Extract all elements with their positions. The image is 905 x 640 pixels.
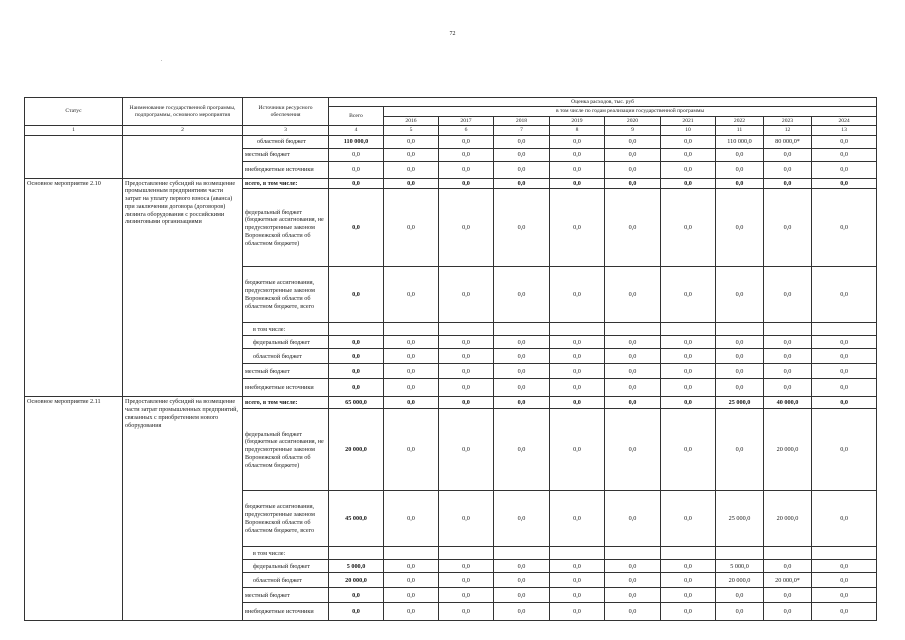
value-cell: 0,0 [661, 135, 716, 148]
value-cell: 0,0 [605, 491, 661, 547]
value-cell [550, 547, 605, 560]
value-cell: 0,0 [550, 379, 605, 397]
value-cell: 0,0 [550, 349, 605, 364]
value-cell: 110 000,0 [716, 135, 764, 148]
value-cell: 0,0 [605, 588, 661, 603]
value-cell: 0,0 [550, 189, 605, 267]
value-cell: 0,0 [661, 189, 716, 267]
column-number: 5 [384, 126, 439, 135]
header-year: 2020 [605, 116, 661, 125]
value-cell: 80 000,0* [764, 135, 812, 148]
source-cell: федеральный бюджет (бюджетные ассигнования, не предусмотренные законом Воронежской области об областном бюджете) [243, 189, 329, 267]
value-cell: 65 000,0 [329, 397, 384, 409]
value-cell: 20 000,0 [329, 409, 384, 491]
value-cell: 0,0 [494, 491, 550, 547]
value-cell: 0,0 [764, 267, 812, 323]
column-number: 9 [605, 126, 661, 135]
value-cell [439, 323, 494, 336]
source-cell: федеральный бюджет [243, 560, 329, 573]
value-cell: 45 000,0 [329, 491, 384, 547]
source-cell: всего, в том числе: [243, 178, 329, 189]
value-cell: 0,0 [605, 409, 661, 491]
column-number: 3 [243, 126, 329, 135]
value-cell [329, 323, 384, 336]
value-cell: 0,0 [494, 379, 550, 397]
value-cell: 0,0 [764, 349, 812, 364]
value-cell: 0,0 [661, 603, 716, 621]
value-cell: 0,0 [329, 603, 384, 621]
value-cell: 20 000,0 [764, 491, 812, 547]
header-status: Статус [25, 98, 123, 126]
value-cell: 0,0 [605, 349, 661, 364]
value-cell [812, 547, 877, 560]
column-number-row [25, 126, 877, 135]
value-cell: 0,0 [716, 267, 764, 323]
header-year: 2024 [812, 116, 877, 125]
value-cell: 0,0 [812, 603, 877, 621]
value-cell: 0,0 [812, 178, 877, 189]
header-by-years: в том числе по годам реализации государственной программы [384, 107, 877, 116]
value-cell: 0,0 [494, 397, 550, 409]
value-cell: 0,0 [494, 603, 550, 621]
value-cell: 0,0 [764, 588, 812, 603]
value-cell: 0,0 [764, 178, 812, 189]
value-cell: 0,0 [550, 573, 605, 588]
value-cell: 0,0 [439, 364, 494, 379]
header-year: 2019 [550, 116, 605, 125]
source-cell: внебюджетные источники [243, 379, 329, 397]
status-cell [25, 135, 123, 178]
value-cell: 0,0 [439, 349, 494, 364]
value-cell: 0,0 [494, 161, 550, 178]
source-cell: внебюджетные источники [243, 603, 329, 621]
value-cell: 0,0 [329, 349, 384, 364]
column-number: 8 [550, 126, 605, 135]
value-cell: 0,0 [812, 189, 877, 267]
value-cell: 0,0 [764, 603, 812, 621]
value-cell [384, 323, 439, 336]
value-cell: 0,0 [812, 161, 877, 178]
value-cell: 0,0 [605, 189, 661, 267]
source-cell: всего, в том числе: [243, 397, 329, 409]
value-cell: 0,0 [550, 178, 605, 189]
budget-table [24, 97, 877, 621]
value-cell: 0,0 [439, 148, 494, 161]
value-cell: 0,0 [329, 148, 384, 161]
value-cell: 0,0 [812, 588, 877, 603]
value-cell: 0,0 [812, 397, 877, 409]
value-cell: 0,0 [812, 409, 877, 491]
value-cell: 0,0 [439, 603, 494, 621]
value-cell: 0,0 [329, 267, 384, 323]
value-cell: 0,0 [812, 379, 877, 397]
table-row [25, 178, 877, 189]
value-cell: 0,0 [384, 178, 439, 189]
value-cell: 0,0 [661, 161, 716, 178]
value-cell: 0,0 [716, 178, 764, 189]
source-cell: областной бюджет [243, 573, 329, 588]
table-row [25, 397, 877, 409]
value-cell: 0,0 [716, 336, 764, 349]
value-cell [605, 323, 661, 336]
value-cell: 0,0 [812, 148, 877, 161]
value-cell: 0,0 [605, 364, 661, 379]
value-cell: 0,0 [716, 148, 764, 161]
column-number: 4 [329, 126, 384, 135]
value-cell: 0,0 [384, 336, 439, 349]
column-number: 1 [25, 126, 123, 135]
source-cell: бюджетные ассигнования, предусмотренные законом Воронежской области об областном бюджете, всего [243, 267, 329, 323]
value-cell: 0,0 [384, 161, 439, 178]
value-cell: 0,0 [661, 267, 716, 323]
value-cell [439, 547, 494, 560]
value-cell: 20 000,0 [329, 573, 384, 588]
value-cell: 0,0 [605, 178, 661, 189]
value-cell: 0,0 [661, 336, 716, 349]
value-cell: 0,0 [605, 135, 661, 148]
value-cell: 0,0 [716, 409, 764, 491]
value-cell: 0,0 [494, 148, 550, 161]
value-cell: 0,0 [812, 267, 877, 323]
value-cell: 0,0 [494, 178, 550, 189]
source-cell: местный бюджет [243, 148, 329, 161]
value-cell: 0,0 [329, 336, 384, 349]
value-cell: 25 000,0 [716, 397, 764, 409]
value-cell [661, 323, 716, 336]
value-cell: 0,0 [384, 148, 439, 161]
value-cell: 0,0 [439, 397, 494, 409]
value-cell: 0,0 [384, 573, 439, 588]
source-cell: федеральный бюджет [243, 336, 329, 349]
value-cell: 0,0 [384, 491, 439, 547]
value-cell: 0,0 [550, 135, 605, 148]
column-number: 2 [123, 126, 243, 135]
value-cell: 0,0 [494, 267, 550, 323]
column-number: 12 [764, 126, 812, 135]
value-cell: 0,0 [550, 409, 605, 491]
value-cell: 0,0 [329, 588, 384, 603]
value-cell: 0,0 [384, 364, 439, 379]
header-total: Всего [329, 107, 384, 126]
status-cell: Основное мероприятие 2.11 [25, 397, 123, 621]
value-cell: 0,0 [384, 379, 439, 397]
value-cell: 5 000,0 [329, 560, 384, 573]
name-cell: Предоставление субсидий на возмещение части затрат промышленных предприятий, связанных с приобретением нового оборудования [123, 397, 243, 621]
value-cell: 0,0 [764, 364, 812, 379]
source-cell: в том числе: [243, 547, 329, 560]
value-cell: 0,0 [439, 161, 494, 178]
value-cell: 0,0 [384, 135, 439, 148]
value-cell: 0,0 [550, 267, 605, 323]
value-cell: 0,0 [384, 603, 439, 621]
header-year: 2021 [661, 116, 716, 125]
value-cell: 25 000,0 [716, 491, 764, 547]
source-cell: местный бюджет [243, 364, 329, 379]
value-cell: 0,0 [605, 336, 661, 349]
value-cell: 0,0 [439, 491, 494, 547]
value-cell: 0,0 [605, 560, 661, 573]
value-cell [329, 547, 384, 560]
value-cell: 0,0 [329, 364, 384, 379]
value-cell: 0,0 [605, 267, 661, 323]
value-cell: 0,0 [329, 178, 384, 189]
value-cell: 0,0 [550, 148, 605, 161]
header-year: 2022 [716, 116, 764, 125]
value-cell: 0,0 [764, 560, 812, 573]
value-cell: 0,0 [661, 573, 716, 588]
value-cell [494, 323, 550, 336]
value-cell: 0,0 [439, 379, 494, 397]
value-cell: 40 000,0 [764, 397, 812, 409]
value-cell: 0,0 [494, 135, 550, 148]
value-cell: 0,0 [661, 409, 716, 491]
column-number: 7 [494, 126, 550, 135]
value-cell [716, 547, 764, 560]
value-cell: 0,0 [605, 573, 661, 588]
source-cell: внебюджетные источники [243, 161, 329, 178]
value-cell: 0,0 [384, 349, 439, 364]
value-cell: 0,0 [494, 560, 550, 573]
header-source: Источники ресурсного обеспечения [243, 98, 329, 126]
value-cell: 0,0 [812, 135, 877, 148]
value-cell: 0,0 [764, 161, 812, 178]
value-cell: 0,0 [605, 148, 661, 161]
source-cell: областной бюджет [243, 349, 329, 364]
header-name: Наименование государственной программы, подпрограммы, основного мероприятия [123, 98, 243, 126]
value-cell: 0,0 [661, 397, 716, 409]
value-cell: 0,0 [439, 409, 494, 491]
value-cell: 0,0 [716, 189, 764, 267]
value-cell: 0,0 [384, 409, 439, 491]
value-cell: 0,0 [605, 379, 661, 397]
value-cell: 0,0 [384, 397, 439, 409]
column-number: 6 [439, 126, 494, 135]
header-year: 2016 [384, 116, 439, 125]
value-cell: 110 000,0 [329, 135, 384, 148]
value-cell: 0,0 [764, 379, 812, 397]
value-cell: 0,0 [439, 336, 494, 349]
value-cell: 0,0 [384, 189, 439, 267]
value-cell: 0,0 [661, 148, 716, 161]
value-cell: 0,0 [550, 336, 605, 349]
value-cell: 0,0 [605, 603, 661, 621]
value-cell [716, 323, 764, 336]
value-cell: 0,0 [605, 397, 661, 409]
value-cell: 0,0 [439, 178, 494, 189]
value-cell [550, 323, 605, 336]
source-cell: областной бюджет [243, 135, 329, 148]
value-cell: 0,0 [716, 603, 764, 621]
header-year: 2018 [494, 116, 550, 125]
value-cell: 0,0 [716, 588, 764, 603]
scan-speck: . [161, 58, 163, 63]
value-cell: 0,0 [550, 603, 605, 621]
header-year: 2017 [439, 116, 494, 125]
value-cell: 0,0 [661, 379, 716, 397]
value-cell: 0,0 [764, 336, 812, 349]
value-cell: 0,0 [329, 379, 384, 397]
source-cell: федеральный бюджет (бюджетные ассигнования, не предусмотренные законом Воронежской области об областном бюджете) [243, 409, 329, 491]
value-cell: 0,0 [812, 573, 877, 588]
value-cell: 0,0 [494, 573, 550, 588]
value-cell: 0,0 [494, 364, 550, 379]
value-cell: 0,0 [494, 409, 550, 491]
value-cell: 0,0 [716, 379, 764, 397]
column-number: 13 [812, 126, 877, 135]
value-cell: 0,0 [812, 560, 877, 573]
status-cell: Основное мероприятие 2.10 [25, 178, 123, 397]
column-number: 10 [661, 126, 716, 135]
value-cell [764, 323, 812, 336]
value-cell: 0,0 [812, 491, 877, 547]
value-cell: 0,0 [384, 267, 439, 323]
source-cell: бюджетные ассигнования, предусмотренные законом Воронежской области об областном бюджете, всего [243, 491, 329, 547]
value-cell: 0,0 [439, 189, 494, 267]
value-cell: 0,0 [439, 267, 494, 323]
source-cell: местный бюджет [243, 588, 329, 603]
value-cell: 0,0 [661, 349, 716, 364]
value-cell: 0,0 [329, 189, 384, 267]
value-cell: 5 000,0 [716, 560, 764, 573]
page-number: 72 [449, 31, 456, 37]
value-cell: 0,0 [716, 364, 764, 379]
value-cell: 0,0 [812, 336, 877, 349]
value-cell: 0,0 [661, 491, 716, 547]
value-cell: 0,0 [661, 560, 716, 573]
value-cell [384, 547, 439, 560]
value-cell [764, 547, 812, 560]
value-cell: 0,0 [329, 161, 384, 178]
header-estimate: Оценка расходов, тыс. руб [329, 98, 877, 107]
source-cell: в том числе: [243, 323, 329, 336]
value-cell: 0,0 [550, 491, 605, 547]
value-cell: 20 000,0* [764, 573, 812, 588]
value-cell: 20 000,0 [716, 573, 764, 588]
value-cell: 0,0 [764, 189, 812, 267]
value-cell: 0,0 [439, 135, 494, 148]
value-cell: 0,0 [661, 178, 716, 189]
value-cell [494, 547, 550, 560]
name-cell: Предоставление субсидий на возмещение промышленным предприятиям части затрат на уплату первого взноса (аванса) при заключении договора (договоров) лизинга оборудования с российскими лизинговыми организациями [123, 178, 243, 397]
value-cell [812, 323, 877, 336]
value-cell: 0,0 [812, 349, 877, 364]
column-number: 11 [716, 126, 764, 135]
value-cell: 0,0 [550, 364, 605, 379]
value-cell: 0,0 [439, 573, 494, 588]
header-year: 2023 [764, 116, 812, 125]
value-cell: 0,0 [716, 349, 764, 364]
value-cell [661, 547, 716, 560]
value-cell: 0,0 [605, 161, 661, 178]
value-cell [605, 547, 661, 560]
value-cell: 0,0 [550, 397, 605, 409]
value-cell: 0,0 [661, 364, 716, 379]
value-cell: 0,0 [764, 148, 812, 161]
value-cell: 0,0 [550, 588, 605, 603]
value-cell: 0,0 [716, 161, 764, 178]
value-cell: 0,0 [494, 588, 550, 603]
value-cell: 0,0 [494, 336, 550, 349]
value-cell: 0,0 [439, 588, 494, 603]
table-row [25, 135, 877, 148]
value-cell: 0,0 [384, 588, 439, 603]
value-cell: 0,0 [550, 560, 605, 573]
value-cell: 0,0 [494, 349, 550, 364]
value-cell: 20 000,0 [764, 409, 812, 491]
header-row [25, 98, 877, 107]
value-cell: 0,0 [384, 560, 439, 573]
value-cell: 0,0 [550, 161, 605, 178]
value-cell: 0,0 [439, 560, 494, 573]
value-cell: 0,0 [494, 189, 550, 267]
value-cell: 0,0 [812, 364, 877, 379]
name-cell [123, 135, 243, 178]
value-cell: 0,0 [661, 588, 716, 603]
